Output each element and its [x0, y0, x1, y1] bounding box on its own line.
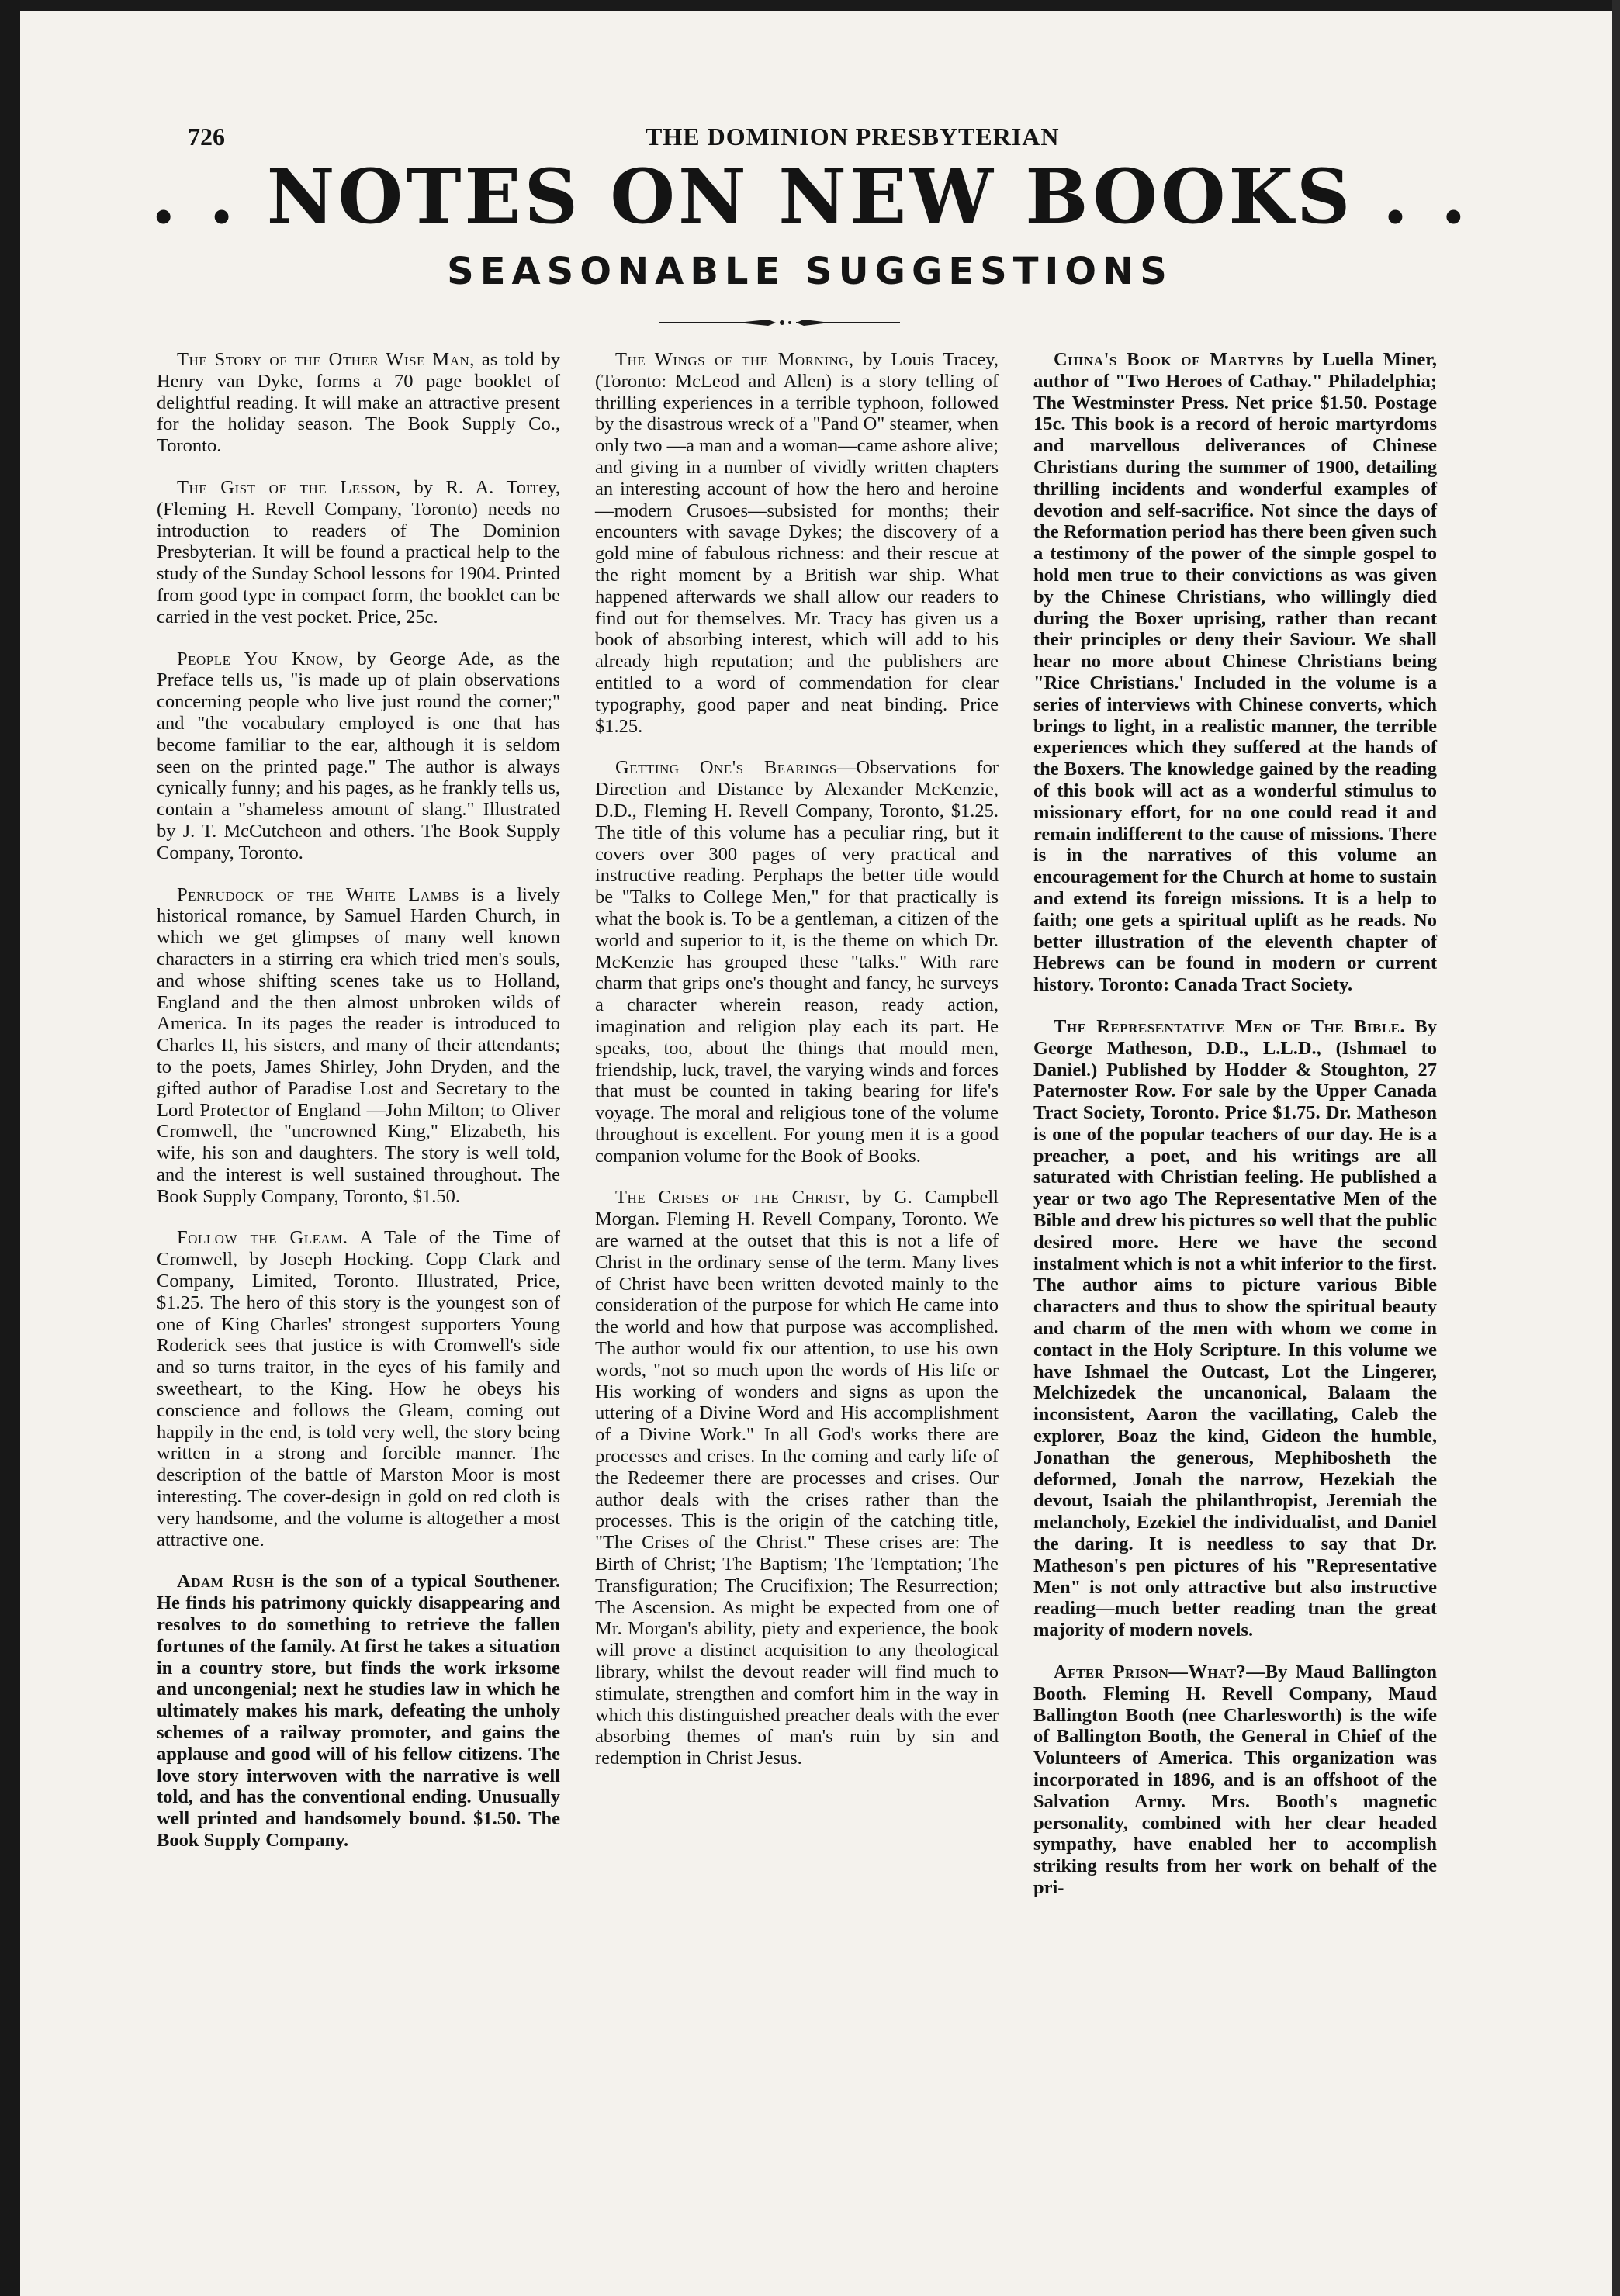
book-review [595, 757, 999, 1167]
review-text: by G. Campbell Morgan. Fleming H. Revell Company, Toronto. We are warned at the outset that this is not a life of Christ in the ordinary sense of the term. Many lives of Christ have been written devoted mainly to the consideration of the purpose for which He came into the world and how that purpose was accomplished. The author would fix our attention, to use his own words, "not so much upon the words of His life or His working of wonders and signs as upon the uttering of a Divine Word and His accomplishment of a Divine Work." In all God's works there are processes and crises. In the coming and early life of the Redeemer there are processes and crises. Our author deals with the crises rather than the processes. This is the origin of the catching title, "The Crises of the Christ." These crises are: The Birth of Christ; The Baptism; The Temptation; The Transfiguration; The Crucifixion; The Resurrection; The Ascension. As might be expected from one of Mr. Morgan's ability, piety and experience, the book will prove a distinct acquisition to any theological library, whilst the devout reader will find much to stimulate, strengthen and comfort him in the way in which this distinguished preacher deals with the ever absorbing themes of man's ruin by sin and redemption in Christ Jesus. [595, 1187, 999, 1769]
book-title: The Crises of the Christ, [615, 1187, 850, 1209]
book-title: Penrudock of the White Lambs [177, 883, 460, 905]
book-review [595, 349, 999, 737]
review-text: by Luella Miner, author of "Two Heroes of Cathay." Philadelphia; The Westminster Press. Net price $1.50. Postage 15c. This book is a record of heroic martyrdoms and marvellous deliverances of Chinese Christians during the summer of 1900, detailing thrilling incidents and wonderful examples of devotion and self-sacrifice. Not since the days of the Reformation period has there been given such a testimony of the power of the simple gospel to hold men true to their convictions as was given by the Chinese Christians, who willingly died during the Boxer uprising, rather than recant their principles or deny their Saviour. We shall hear no more about Chinese Christians being "Rice Christians.' Included in the volume is a series of interviews with Chinese converts, which brings to light, in a realistic manner, the terrible experiences which they suffered at the hands of the Boxers. The knowledge gained by the reading of this book will act as a wonderful stimulus to missionary effort, for no one could read it and remain indifferent to the cause of missions. There is in the narratives of this volume an encouragement for the Church at home to sustain and extend its foreign missions. It is a help to faith; one gets a spiritual uplift as he reads. No better illustration of the eleventh chapter of Hebrews can be found in modern or current history. Toronto: Canada Tract Society. [1033, 349, 1437, 996]
review-text: By George Matheson, D.D., L.L.D., (Ishmael to Daniel.) Published by Hodder & Stoughton, 27 Paternoster Row. For sale by the Upper Canada Tract Society, Toronto. Price $1.75. Dr. Matheson is one of the popular teachers of our day. He is a preacher, a poet, and his writings are all saturated with Christian feeling. He published a year or two ago The Representative Men of the Bible and drew his pictures so well that the public desired more. Here we have the second instalment which is not a whit inferior to the first. The author aims to picture various Bible characters and thus to show the spiritual beauty and charm of the men with whom we come in contact in the Holy Scripture. In this volume we have Ishmael the Outcast, Lot the Lingerer, Melchizedek the uncanonical, Balaam the inconsistent, Aaron the vacillating, Caleb the explorer, Boaz the kind, Gideon the humble, Jonathan the generous, Mephibosheth the deformed, Jonah the narrow, Hezekiah the devout, Isaiah the philanthropist, Jeremiah the melancholy, Ezekiel the individualist, and Daniel the daring. It is needless to say that Dr. Matheson's pen pictures of his "Representative Men" is not only attractive but also instructive reading—much better reading tnan the great majority of modern novels. [1033, 1015, 1438, 1641]
book-review [157, 1571, 560, 1851]
book-title: The Wings of the Morning, [615, 349, 854, 370]
column-3 [1033, 349, 1437, 1919]
column-1 [157, 349, 560, 1872]
scan-border-right [1612, 0, 1620, 2296]
scan-border-top [0, 0, 1620, 11]
book-title: Adam Rush [177, 1571, 275, 1592]
review-text: —Observations for Direction and Distance by Alexander McKenzie, D.D., Fleming H. Revell Company, Toronto, $1.25. The title of this volume has a peculiar ring, but it covers over 300 pages of very practical and instructive reading. Perphaps the better title would be "Talks to College Men," for that practically is what the book is. To be a gentleman, a citizen of the world and superior to it, is the theme on which Dr. McKenzie has grouped these "talks." With rare charm that grips one's thought and fancy, he surveys a character wherein reason, ready action, imagination and religion play each its part. He speaks, too, about the things that mould men, friendship, luck, travel, the varying winds and forces that must be counted in taking bearing for life's voyage. The moral and religious tone of the volume throughout is excellent. For young men it is a good companion volume for the Book of Books. [595, 757, 999, 1167]
book-review [157, 349, 560, 457]
scan-border-left [0, 0, 20, 2296]
review-text: by R. A. Torrey, (Fleming H. Revell Company, Toronto) needs no introduction to readers of The Dominion Presbyterian. It will be found a practical help to the study of the Sunday School lessons for 1904. Printed from good type in compact form, the booklet can be carried in the vest pocket. Price, 25c. [157, 476, 560, 628]
review-text: as told by Henry van Dyke, forms a 70 page booklet of delightful reading. It will make an attractive present for the holiday season. The Book Supply Co., Toronto. [157, 349, 560, 457]
bottom-rule [155, 2215, 1443, 2216]
book-review [157, 884, 560, 1208]
review-text: —By Maud Ballington Booth. Fleming H. Revell Company, Maud Ballington Booth (nee Charlesworth) is the wife of Ballington Booth, the General in Chief of the Volunteers of America. This organization was incorporated in 1896, and is an offshoot of the Salvation Army. Mrs. Booth's magnetic personality, combined with her clear headed sympathy, have enabled her to accomplish striking results from her work on behalf of the pri- [1033, 1661, 1437, 1898]
book-review [595, 1187, 999, 1769]
article-columns [157, 349, 1442, 2211]
book-review [1033, 349, 1437, 996]
page-subtitle: SEASONABLE SUGGESTIONS [447, 250, 1173, 293]
book-title: People You Know, [177, 648, 344, 669]
book-title: The Story of the Other Wise Man, [177, 349, 475, 370]
review-text: is the son of a typical Southener. He finds his patrimony quickly disappearing and resolves to do something to retrieve the fallen fortunes of the family. At first he takes a situation in a country store, but finds the work irksome and uncongenial; next he studies law in which he ultimately makes his mark, defeating the unholy schemes of a railway promoter, and gains the applause and good will of his fellow citizens. The love story interwoven with the narrative is well told, and has the conventional ending. Unusually well printed and handsomely bound. $1.50. The Book Supply Company. [157, 1571, 560, 1851]
column-2 [595, 349, 999, 1789]
review-text: A Tale of the Time of Cromwell, by Joseph Hocking. Copp Clark and Company, Limited, Toronto. Illustrated, Price, $1.25. The hero of this story is the youngest son of one of King Charles' strongest supporters Young Roderick sees that justice is with Cromwell's side and so turns traitor, in the eyes of his family and sweetheart, to the King. How he obeys his conscience and follows the Gleam, coming out happily in the end, is told very well, the story being written in a strong and forcible manner. The description of the battle of Marston Moor is most interesting. The cover-design in gold on red cloth is very handsome, and the volume is altogether a most attractive one. [157, 1227, 560, 1551]
book-review [157, 1227, 560, 1551]
book-review [157, 648, 560, 864]
page-title: . . NOTES ON NEW BOOKS . . [151, 153, 1469, 240]
journal-name: THE DOMINION PRESBYTERIAN [646, 123, 1060, 150]
book-title: Getting One's Bearings [615, 757, 837, 779]
book-title: China's Book of Martyrs [1054, 349, 1285, 370]
review-text: is a lively historical romance, by Samuel Harden Church, in which we get glimpses of many well known characters in a stirring era which tried men's souls, and whose shifting scenes take us to Holland, England and the then almost unbroken wilds of America. In its pages the reader is introduced to Charles II, his sisters, and many of their attendants; to the poets, James Shirley, John Dryden, and the gifted author of Paradise Lost and Secretary to the Lord Protector of England —John Milton; to Oliver Cromwell, the "uncrowned King," Elizabeth, his wife, his son and daughters. The story is well told, and the interest is well sustained throughout. The Book Supply Company, Toronto, $1.50. [157, 883, 560, 1207]
book-title: The Representative Men of The Bible. [1054, 1015, 1406, 1037]
book-title: Follow the Gleam. [177, 1227, 348, 1249]
review-text: by George Ade, as the Preface tells us, "is made up of plain observations concerning people who live just round the corner;" and "the vocabulary employed is one that has become familiar to the ear, although it is seldom seen on the printed page." The author is always cynically funny; and his pages, as he frankly tells us, contain a "shameless amount of slang." Illustrated by J. T. McCutcheon and others. The Book Supply Company, Toronto. [157, 648, 561, 863]
book-review [1033, 1016, 1437, 1641]
running-header [188, 123, 1429, 154]
book-review [157, 477, 560, 628]
book-title: The Gist of the Lesson, [177, 476, 401, 498]
book-title: After Prison—What? [1054, 1661, 1247, 1683]
ornament-divider [659, 318, 900, 327]
book-review [1033, 1661, 1437, 1899]
review-text: by Louis Tracey, (Toronto: McLeod and Allen) is a story telling of thrilling experiences in a terrible typhoon, followed by the disastrous wreck of a "Pand O" steamer, when only two —a man and a woman—came ashore alive; and giving in a number of vividly written chapters an interesting account of how the hero and heroine—modern Crusoes—subsisted for months; their encounters with savage Dykes; the discovery of a gold mine of fabulous richness: and their rescue at the right moment by a British war ship. What happened afterwards we shall allow our readers to find out for themselves. Mr. Tracy has given us a book of absorbing interest, which will add to his already high reputation; and the publishers are entitled to a word of commendation for clear typography, good paper and neat binding. Price $1.25. [595, 349, 999, 737]
page-number: 726 [188, 123, 225, 150]
